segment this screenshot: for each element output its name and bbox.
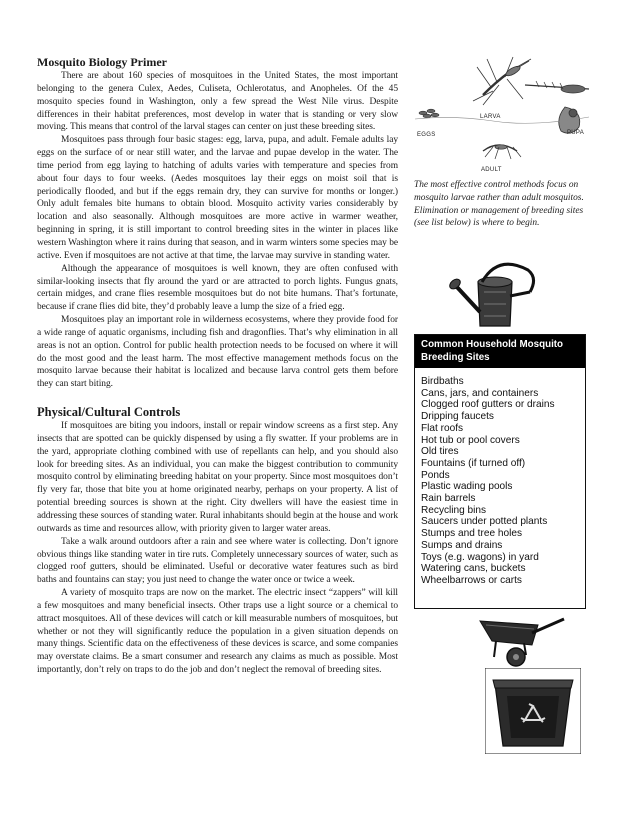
- list-item: Flat roofs: [421, 422, 464, 434]
- label-pupa: PUPA: [567, 130, 585, 136]
- sidebar-caption: The most effective control methods focus on mosquito larvae rather than adult mosquitos. Elimination or management of breeding sites (see list below) is where to begin.: [414, 180, 584, 229]
- larva-icon: [525, 81, 589, 93]
- list-item: Watering cans, buckets: [421, 563, 526, 575]
- list-item: Hot tub or pool covers: [421, 434, 520, 446]
- main-column: [37, 55, 398, 677]
- controls-paragraph-1: If mosquitoes are biting you indoors, install or repair window screens as a first step. Any insects that are spotted can be quickly dispensed by using a fly swatter. If your problems are in the yard, appropriate clothing combined with use of repellants can help, and you should also look for breeding sites. As an individual, you can make the biggest contribution to community mosquito control by eliminating breeding habitat on your property. Since most mosquitoes don’t fly very far, those that bite you at home originated nearby, perhaps on your property. A list of potential breeding sources is shown at the right. City dwellers will have the easiest time in addressing these sources of standing water. Rural inhabitants should begin at the house and work outwards as time and resources allow, with priority given to larger water areas.: [37, 421, 398, 534]
- list-item: Sumps and drains: [421, 539, 503, 551]
- primer-heading: Mosquito Biology Primer: [37, 55, 167, 69]
- primer-paragraph-3: Although the appearance of mosquitoes is well known, they are often confused with similar-looking insects that fly around the yard or are attracted to porch lights. Fungus gnats, certain midges, and crane flies resemble mosquitoes but do not bite humans. That’s fortunate, because if crane flies did bite, they’d probably leave a lump the size of a fried egg.: [37, 263, 398, 313]
- emerging-adult-icon: [483, 145, 521, 159]
- primer-paragraph-4: Mosquitoes play an important role in wilderness ecosystems, where they provide food for a wide range of aquatic organisms, including fish and dragonflies. That’s why elimination in all areas is not an option. Control for public health protection needs to be focused on where it will do the most good and the least harm. The most effective management methods focus on the mosquito larvae because their habitat is localized and because larva control gets them before they can start biting.: [37, 315, 398, 390]
- list-item: Rain barrels: [421, 493, 476, 505]
- watering-can-icon: [448, 252, 558, 330]
- list-item: Dripping faucets: [421, 411, 494, 423]
- list-item: Cans, jars, and containers: [421, 387, 539, 399]
- adult-mosquito-icon: [473, 57, 531, 105]
- list-item: Clogged roof gutters or drains: [421, 399, 555, 411]
- lifecycle-drawing: [413, 55, 591, 175]
- list-item: Ponds: [421, 469, 450, 481]
- label-adult: ADULT: [481, 167, 502, 173]
- list-item: Toys (e.g. wagons) in yard: [421, 551, 539, 563]
- list-item: Old tires: [421, 446, 459, 458]
- list-item: Plastic wading pools: [421, 481, 513, 493]
- list-item: Saucers under potted plants: [421, 516, 548, 528]
- list-item: Fountains (if turned off): [421, 457, 526, 469]
- list-item: Stumps and tree holes: [421, 528, 522, 540]
- label-eggs: EGGS: [417, 132, 436, 138]
- primer-paragraph-2: Mosquitoes pass through four basic stages: egg, larva, pupa, and adult. Female adults lay eggs on the surface of or near still water, and the larvae and pupae develop in the water. The time period from egg laying to hatching of adults varies with temperature and species from about four days to four weeks. (Aedes mosquitoes lay their eggs on moist soil that is periodically flooded, and but if the eggs remain dry, they can survive for months or longer.) Only adult females bite humans to obtain blood. Mosquito activity varies considerably by location and also seasonally. Although mosquitoes are more active in warmer weather, beginning in spring, it is still important to control breeding sites in the winter in places like western Washington where it rains during that season, and in warm winters some species may be active. Even if mosquitoes are not active at that time, the larvae may survive in standing water.: [37, 135, 398, 261]
- list-item: Wheelbarrows or carts: [421, 574, 522, 586]
- list-item: Birdbaths: [421, 376, 464, 387]
- breeding-sites-list: [415, 368, 585, 587]
- lifecycle-illustration: [413, 55, 591, 175]
- primer-paragraph-1: There are about 160 species of mosquitoes in the United States, the most important belonging to the genera Culex, Aedes, Culiseta, Ochlerotatus, and Anopheles. Of the 45 mosquito species found in Washington, only a few spread the West Nile virus. Despite differences in their habitat preferences, most develop in water that is standing or very slow moving. This means that control of the larval stages can center on just these breeding sites.: [37, 71, 398, 133]
- controls-paragraph-2: Take a walk around outdoors after a rain and see where water is collecting. Don’t ignore obvious things like standing water in tire ruts. Completely unnecessary sources of water, such as clogged roof gutters, should be eliminated. Useful or decorative water features such as bird baths and fountains can stay; you just need to change the water once or twice a week.: [37, 536, 398, 586]
- controls-paragraph-3: A variety of mosquito traps are now on the market. The electric insect “zappers” will kill a few mosquitoes and many beneficial insects. Other traps use a light source or a chemical to attract mosquitoes. All of these devices will catch or kill measurable numbers of mosquitoes, but whether or not they will significantly reduce the population in a given situation depends on many things. Scientific data on the effectiveness of these devices is scarce, and some companies may overstate claims. Be a smart consumer and research any claims as much as possible. Most importantly, don’t rely on traps to do the job and don’t neglect the removal of breeding sites.: [37, 588, 398, 676]
- breeding-sites-box: [414, 334, 586, 609]
- label-larva: LARVA: [480, 114, 501, 120]
- eggs-icon: [419, 109, 439, 118]
- recycling-bin-icon: [485, 668, 581, 754]
- controls-heading: Physical/Cultural Controls: [37, 405, 181, 420]
- breeding-sites-title: Common Household Mosquito Breeding Sites: [415, 335, 585, 368]
- list-item: Recycling bins: [421, 504, 487, 516]
- wheelbarrow-icon: [478, 611, 566, 669]
